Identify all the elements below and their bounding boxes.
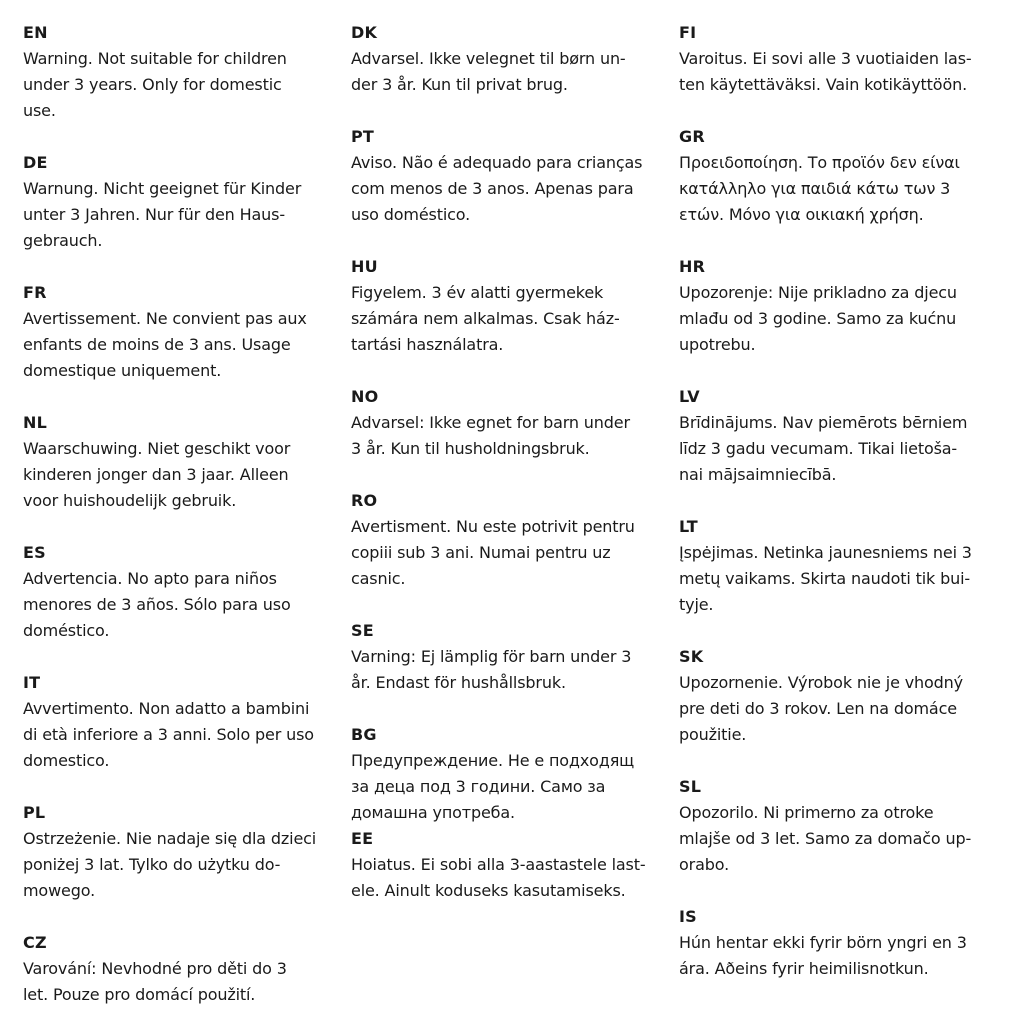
language-code: IT: [23, 673, 41, 692]
warning-text: Advarsel. Ikke velegnet til børn un- der 3 år. Kun til privat brug.: [351, 49, 626, 94]
warning-entry-gr: [679, 124, 995, 228]
warning-text: Προειδοποίηση. Το προϊόν δεν είναι κατάλληλο για παιδιά κάτω των 3 ετών. Μόνο για οικιακή χρήση.: [679, 153, 960, 224]
language-code: DK: [351, 23, 378, 42]
language-code: LV: [679, 387, 700, 406]
language-code: PT: [351, 127, 375, 146]
warning-text: Avvertimento. Non adatto a bambini di età inferiore a 3 anni. Solo per uso domestico.: [23, 699, 314, 770]
warning-entry-no: [351, 384, 667, 462]
warning-text: Hoiatus. Ei sobi alla 3-aastastele last- ele. Ainult koduseks kasutamiseks.: [351, 855, 646, 900]
language-code: CZ: [23, 933, 47, 952]
warning-column-3: [679, 20, 995, 982]
warning-entry-it: [23, 670, 339, 774]
warning-entry-se: [351, 618, 667, 696]
warning-text: Warning. Not suitable for children under 3 years. Only for domestic use.: [23, 49, 287, 120]
warning-entry-de: [23, 150, 339, 254]
warning-text: Brīdinājums. Nav piemērots bērniem līdz 3 gadu vecumam. Tikai lietoša- nai mājsaimniecībā.: [679, 413, 968, 484]
warning-column-1: [23, 20, 339, 1008]
warning-text: Figyelem. 3 év alatti gyermekek számára nem alkalmas. Csak ház- tartási használatra.: [351, 283, 620, 354]
language-code: NL: [23, 413, 47, 432]
language-code: SL: [679, 777, 702, 796]
language-code: HR: [679, 257, 706, 276]
warning-text: Advarsel: Ikke egnet for barn under 3 år. Kun til husholdningsbruk.: [351, 413, 630, 458]
warning-entry-sk: [679, 644, 995, 748]
warning-entry-en: [23, 20, 339, 124]
language-code: IS: [679, 907, 697, 926]
language-code: ES: [23, 543, 46, 562]
language-code: HU: [351, 257, 378, 276]
warning-entry-lt: [679, 514, 995, 618]
language-code: SK: [679, 647, 704, 666]
warning-entry-sl: [679, 774, 995, 878]
warning-text: Waarschuwing. Niet geschikt voor kinderen jonger dan 3 jaar. Alleen voor huishoudelijk gebruik.: [23, 439, 291, 510]
warning-entry-ee: [351, 826, 667, 904]
language-code: DE: [23, 153, 48, 172]
language-code: RO: [351, 491, 378, 510]
warning-text: Varoitus. Ei sovi alle 3 vuotiaiden las- ten käytettäväksi. Vain kotikäyttöön.: [679, 49, 972, 94]
language-code: GR: [679, 127, 705, 146]
warning-entry-ro: [351, 488, 667, 592]
language-code: FI: [679, 23, 697, 42]
warning-text: Upozorenje: Nije prikladno za djecu mlađu od 3 godine. Samo za kućnu upotrebu.: [679, 283, 957, 354]
warning-text: Varování: Nevhodné pro děti do 3 let. Pouze pro domácí použití.: [23, 959, 287, 1004]
language-code: EN: [23, 23, 48, 42]
warning-entry-pt: [351, 124, 667, 228]
language-code: BG: [351, 725, 377, 744]
warning-entry-cz: [23, 930, 339, 1008]
warning-entry-dk: [351, 20, 667, 98]
language-code: PL: [23, 803, 46, 822]
language-code: EE: [351, 829, 374, 848]
warning-text: Aviso. Não é adequado para crianças com menos de 3 anos. Apenas para uso doméstico.: [351, 153, 643, 224]
warning-text: Предупреждение. Не е подходящ за деца под 3 години. Само за домашна употреба.: [351, 751, 635, 822]
language-code: LT: [679, 517, 698, 536]
warning-text: Varning: Ej lämplig för barn under 3 år. Endast för hushållsbruk.: [351, 647, 632, 692]
warning-entry-pl: [23, 800, 339, 904]
warning-text: Opozorilo. Ni primerno za otroke mlajše od 3 let. Samo za domačo up- orabo.: [679, 803, 972, 874]
warning-entry-bg: [351, 722, 667, 826]
language-code: FR: [23, 283, 47, 302]
warning-entry-nl: [23, 410, 339, 514]
warning-entry-fr: [23, 280, 339, 384]
warning-text: Upozornenie. Výrobok nie je vhodný pre deti do 3 rokov. Len na domáce použitie.: [679, 673, 963, 744]
warning-text: Advertencia. No apto para niños menores de 3 años. Sólo para uso doméstico.: [23, 569, 291, 640]
warning-entry-is: [679, 904, 995, 982]
language-code: SE: [351, 621, 374, 640]
warning-entry-es: [23, 540, 339, 644]
warning-entry-fi: [679, 20, 995, 98]
warning-text: Ostrzeżenie. Nie nadaje się dla dzieci poniżej 3 lat. Tylko do użytku do- mowego.: [23, 829, 317, 900]
warning-column-2: [351, 20, 667, 904]
warning-text: Avertisment. Nu este potrivit pentru copiii sub 3 ani. Numai pentru uz casnic.: [351, 517, 635, 588]
language-code: NO: [351, 387, 379, 406]
warning-text: Avertissement. Ne convient pas aux enfants de moins de 3 ans. Usage domestique uniquement.: [23, 309, 307, 380]
warning-entry-lv: [679, 384, 995, 488]
warning-entry-hr: [679, 254, 995, 358]
warning-entry-hu: [351, 254, 667, 358]
warning-text: Įspėjimas. Netinka jaunesniems nei 3 metų vaikams. Skirta naudoti tik bui- tyje.: [679, 543, 972, 614]
warning-text: Hún hentar ekki fyrir börn yngri en 3 ára. Aðeins fyrir heimilisnotkun.: [679, 933, 967, 978]
warning-text: Warnung. Nicht geeignet für Kinder unter 3 Jahren. Nur für den Haus- gebrauch.: [23, 179, 302, 250]
